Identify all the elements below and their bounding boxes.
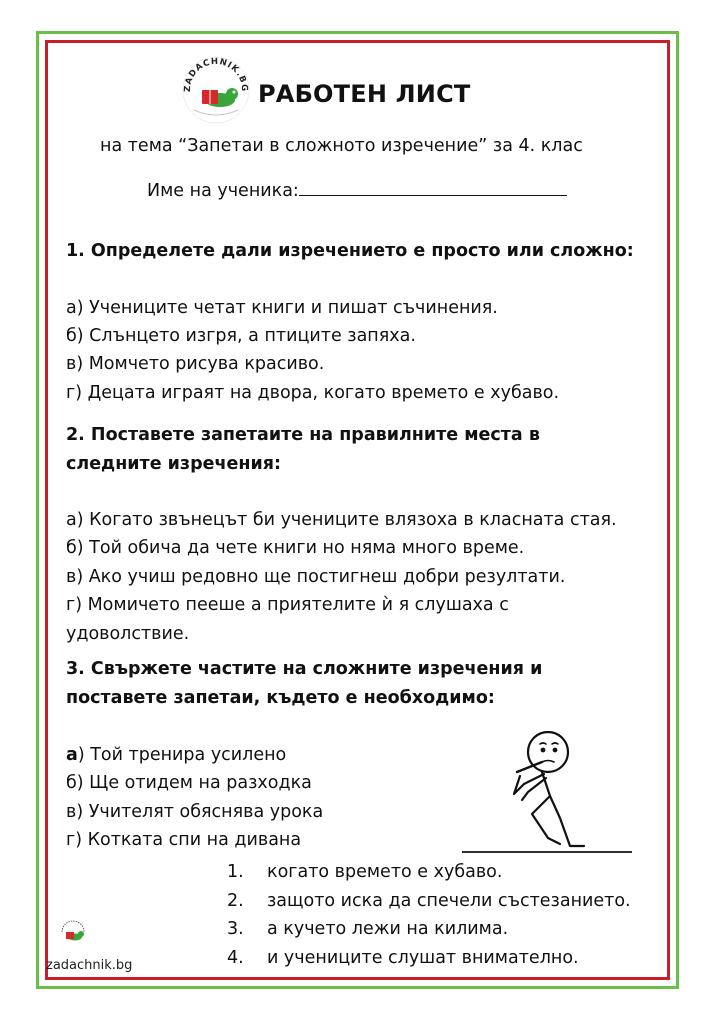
section2-item-d-continued: удоволствие. [66, 624, 190, 644]
section2-item-d: г) Момичето пееше а приятелите ѝ я слушаха с [66, 595, 509, 615]
footer-site-link[interactable]: zadachnik.bg [46, 958, 133, 973]
option-2-number: 2. [227, 891, 244, 911]
section3-option-1 [227, 858, 502, 886]
section2-heading-line1: 2. Поставете запетаите на правилните места в [66, 425, 540, 445]
thinking-figure-illustration [462, 714, 632, 854]
section3-item-b: б) Ще отидем на разходка [66, 773, 312, 793]
option-4-number: 4. [227, 948, 244, 968]
zadachnik-logo [180, 54, 252, 126]
page-title: РАБОТЕН ЛИСТ [258, 80, 471, 108]
page-subtitle: на тема “Запетаи в сложното изречение” за 4. клас [100, 136, 583, 156]
section3-option-3 [227, 915, 508, 943]
section1-heading: 1. Определете дали изречението е просто или сложно: [66, 241, 634, 261]
section3-option-2 [227, 887, 631, 915]
section2-heading-line2: следните изречения: [66, 454, 281, 474]
section3-item-c: в) Учителят обяснява урока [66, 802, 324, 822]
option-4-text: и учениците слушат внимателно. [267, 948, 579, 968]
section3-item-a [66, 741, 286, 769]
student-name-row [147, 178, 567, 201]
section1-item-a: а) Учениците четат книги и пишат съчинения. [66, 298, 498, 318]
option-3-number: 3. [227, 919, 244, 939]
zadachnik-small-logo [58, 918, 88, 948]
section3-item-d: г) Котката спи на дивана [66, 830, 302, 850]
option-1-number: 1. [227, 862, 244, 882]
section3-heading-line2: поставете запетаи, където е необходимо: [66, 688, 495, 708]
section3-item-a-text: ) Той тренира усилено [77, 745, 287, 765]
section1-item-d: г) Децата играят на двора, когато времето е хубаво. [66, 383, 560, 403]
section3-option-4 [227, 944, 579, 972]
section1-item-b: б) Слънцето изгря, а птиците запяха. [66, 326, 416, 346]
section2-item-b: б) Той обича да чете книги но няма много време. [66, 538, 525, 558]
section2-item-c: в) Ако учиш редовно ще постигнеш добри резултати. [66, 567, 566, 587]
student-name-label: Име на ученика: [147, 181, 299, 201]
section3-item-a-marker: а [66, 745, 78, 765]
section1-item-c: в) Момчето рисува красиво. [66, 354, 325, 374]
section3-heading-line1: 3. Свържете частите на сложните изречения и [66, 659, 543, 679]
option-1-text: когато времето е хубаво. [267, 862, 503, 882]
student-name-blank[interactable] [299, 178, 567, 196]
svg-text:ZADACHNIK.BG: ZADACHNIK.BG [182, 56, 250, 93]
option-2-text: защото иска да спечели състезанието. [267, 891, 631, 911]
option-3-text: а кучето лежи на килима. [267, 919, 509, 939]
section2-item-a: а) Когато звънецът би учениците влязоха в класната стая. [66, 510, 617, 530]
